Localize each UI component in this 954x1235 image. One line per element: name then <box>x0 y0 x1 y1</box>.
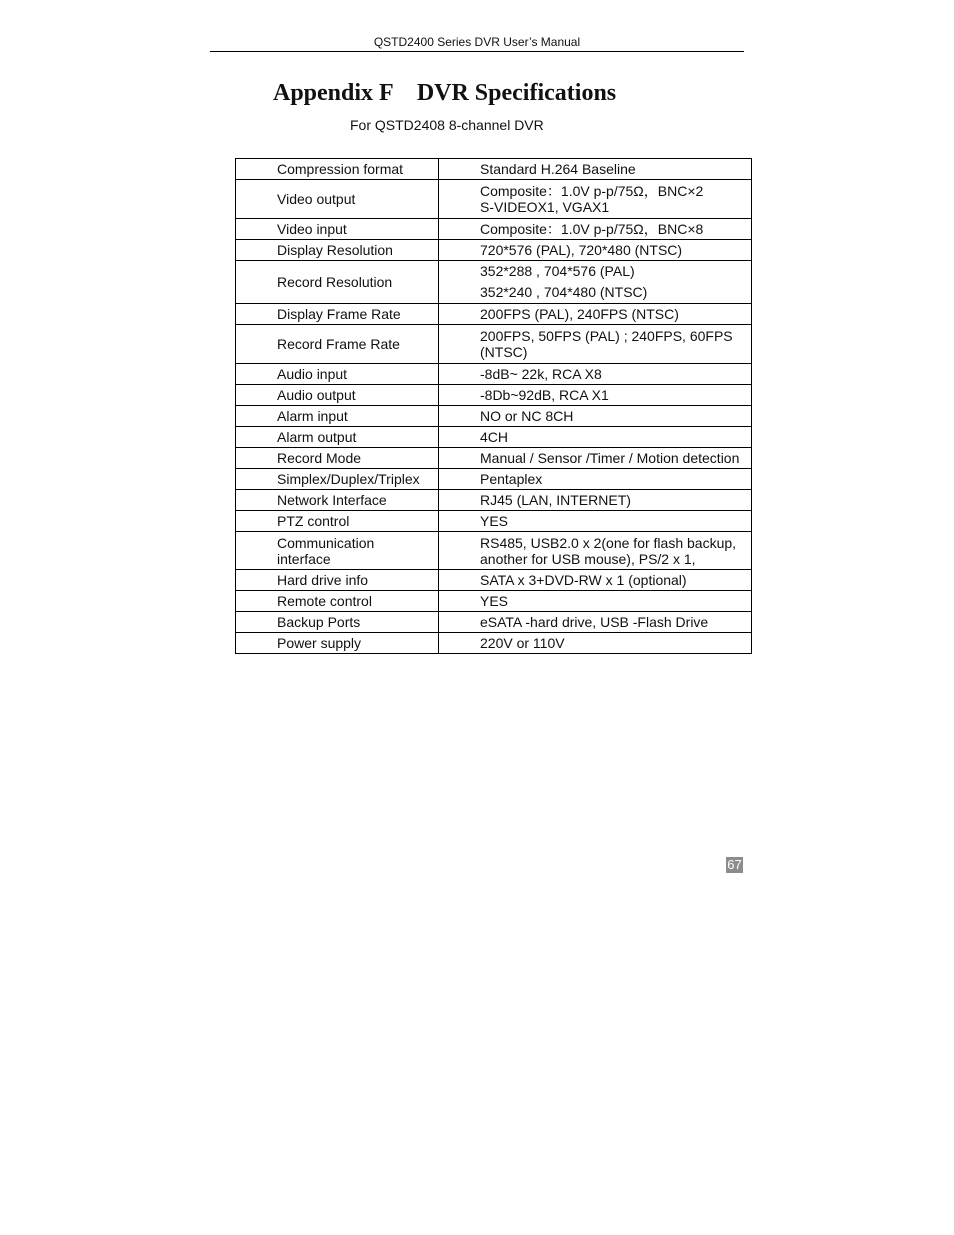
spec-value: -8Db~92dB, RCA X1 <box>439 385 752 406</box>
table-row <box>236 427 752 448</box>
spec-label: Compression format <box>236 159 439 180</box>
header-rule <box>210 51 744 52</box>
spec-value: 200FPS, 50FPS (PAL) ; 240FPS, 60FPS (NTSC) <box>439 325 752 364</box>
spec-label: Alarm output <box>236 427 439 448</box>
spec-label: Video output <box>236 180 439 219</box>
table-row <box>236 591 752 612</box>
table-row <box>236 180 752 219</box>
table-row <box>236 406 752 427</box>
table-row <box>236 570 752 591</box>
table-row <box>236 511 752 532</box>
spec-value: RS485, USB2.0 x 2(one for flash backup, another for USB mouse), PS/2 x 1, <box>439 532 752 570</box>
table-row <box>236 448 752 469</box>
spec-value: Composite：1.0V p-p/75Ω，BNC×2 S-VIDEOX1, VGAX1 <box>439 180 752 219</box>
spec-value: -8dB~ 22k, RCA X8 <box>439 364 752 385</box>
spec-label: Backup Ports <box>236 612 439 633</box>
spec-value: Standard H.264 Baseline <box>439 159 752 180</box>
table-row <box>236 219 752 240</box>
running-header: QSTD2400 Series DVR User’s Manual <box>373 35 581 49</box>
spec-label: Record Mode <box>236 448 439 469</box>
table-row <box>236 261 752 304</box>
spec-label: Simplex/Duplex/Triplex <box>236 469 439 490</box>
spec-label: Record Resolution <box>236 261 439 304</box>
spec-label: Communication interface <box>236 532 439 570</box>
spec-value: Pentaplex <box>439 469 752 490</box>
spec-value: YES <box>439 591 752 612</box>
spec-label: Network Interface <box>236 490 439 511</box>
table-row <box>236 633 752 654</box>
spec-value: Composite：1.0V p-p/75Ω，BNC×8 <box>439 219 752 240</box>
spec-label: Alarm input <box>236 406 439 427</box>
spec-label: Audio input <box>236 364 439 385</box>
table-row <box>236 385 752 406</box>
spec-value: 220V or 110V <box>439 633 752 654</box>
spec-value: NO or NC 8CH <box>439 406 752 427</box>
spec-value: 352*288 , 704*576 (PAL) 352*240 , 704*480 (NTSC) <box>439 261 752 304</box>
spec-value: YES <box>439 511 752 532</box>
page-number: 67 <box>727 857 742 872</box>
table-row <box>236 490 752 511</box>
spec-label: PTZ control <box>236 511 439 532</box>
page-title: Appendix F DVR Specifications <box>273 80 617 106</box>
table-row <box>236 532 752 570</box>
spec-label: Remote control <box>236 591 439 612</box>
spec-value: 200FPS (PAL), 240FPS (NTSC) <box>439 304 752 325</box>
spec-label: Record Frame Rate <box>236 325 439 364</box>
spec-value: 720*576 (PAL), 720*480 (NTSC) <box>439 240 752 261</box>
spec-value: eSATA -hard drive, USB -Flash Drive <box>439 612 752 633</box>
table-row <box>236 304 752 325</box>
table-row <box>236 469 752 490</box>
spec-value: Manual / Sensor /Timer / Motion detection <box>439 448 752 469</box>
table-row <box>236 612 752 633</box>
spec-value: SATA x 3+DVD-RW x 1 (optional) <box>439 570 752 591</box>
spec-label: Hard drive info <box>236 570 439 591</box>
spec-label: Display Resolution <box>236 240 439 261</box>
table-row <box>236 325 752 364</box>
spec-label: Display Frame Rate <box>236 304 439 325</box>
spec-label: Audio output <box>236 385 439 406</box>
spec-label: Video input <box>236 219 439 240</box>
page-subtitle: For QSTD2408 8-channel DVR <box>350 117 544 133</box>
spec-value: RJ45 (LAN, INTERNET) <box>439 490 752 511</box>
table-row <box>236 364 752 385</box>
spec-value: 4CH <box>439 427 752 448</box>
specifications-table <box>235 158 752 654</box>
spec-label: Power supply <box>236 633 439 654</box>
table-row <box>236 240 752 261</box>
table-row <box>236 159 752 180</box>
